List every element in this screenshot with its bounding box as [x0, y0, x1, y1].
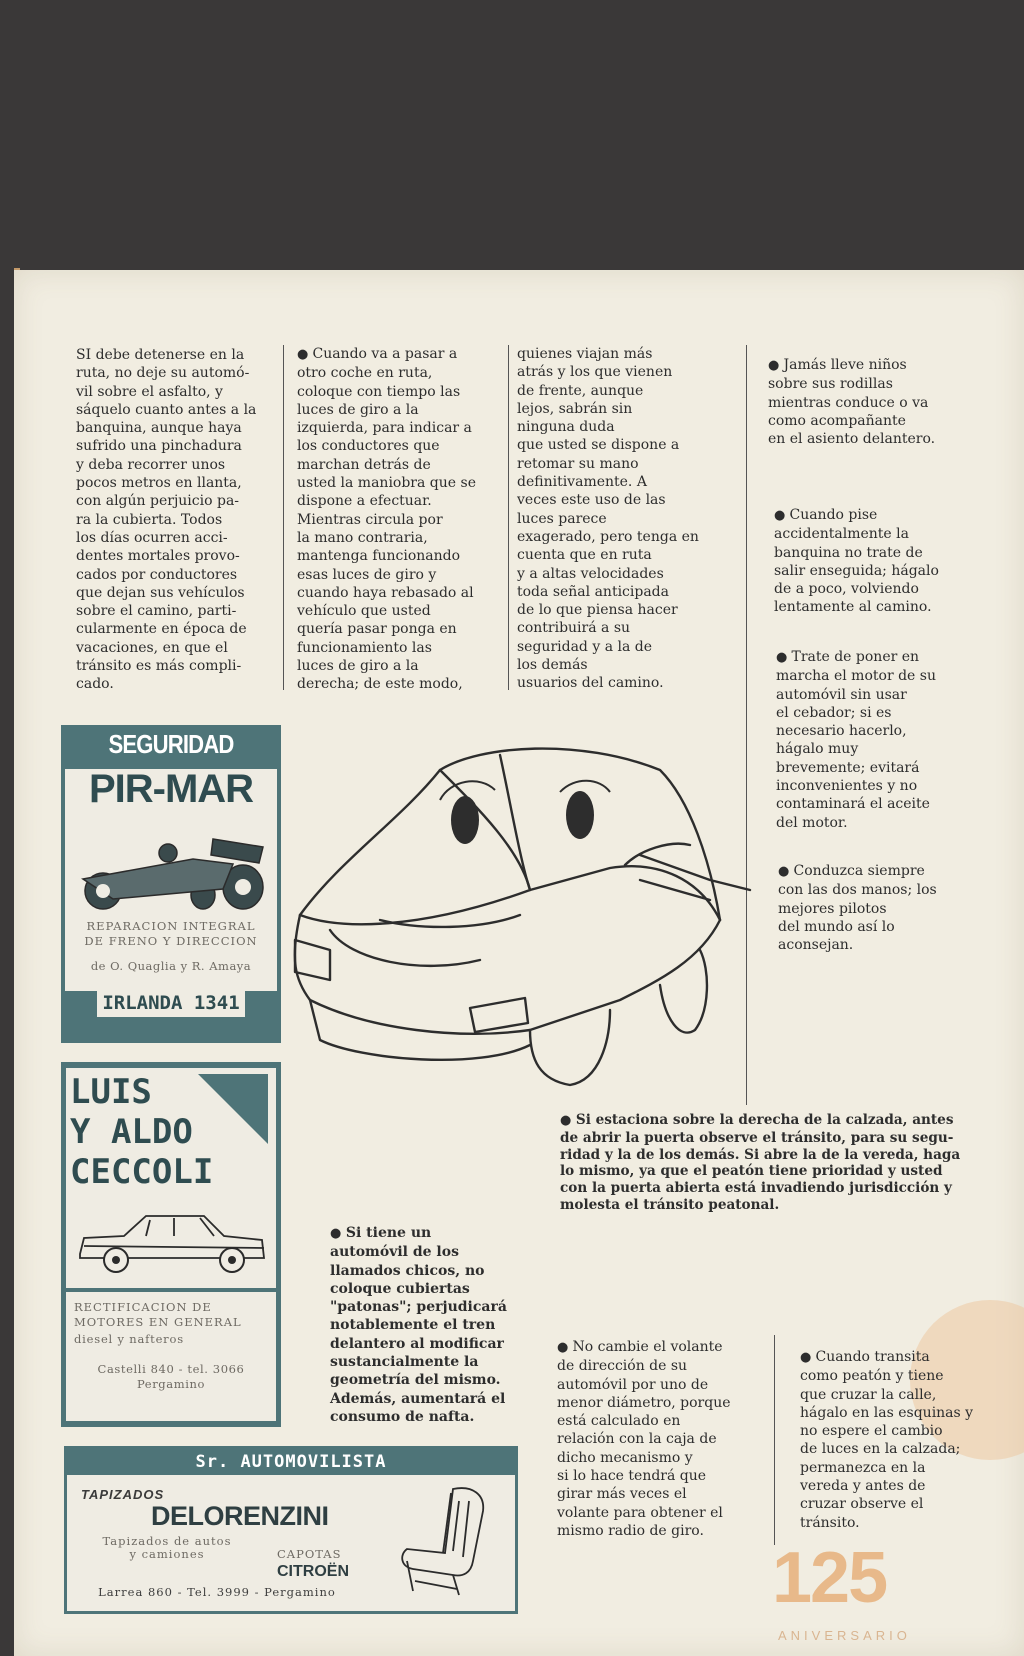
tip-wheel: ● No cambie el volante de dirección de su automóvil por uno de menor diámetro, porque está calculado en relación con la caja de dicho mecanismo y si lo hace tendrá que girar más veces el volante para obtener el mismo radio de giro. — [557, 1338, 757, 1540]
ad-delorenzini — [64, 1446, 518, 1614]
ad-delorenzini-kicker: TAPIZADOS — [81, 1487, 165, 1502]
sedan-car-icon — [74, 1206, 269, 1278]
ad-pirmar-header: SEGURIDAD — [108, 729, 234, 759]
ad-pirmar-brand: PIR-MAR — [88, 767, 254, 811]
ad-ceccoli-address: Castelli 840 - tel. 3066 Pergamino — [97, 1362, 245, 1391]
ad-delorenzini-subtitle: Tapizados de autos y camiones — [102, 1534, 232, 1561]
ad-ceccoli — [61, 1062, 281, 1427]
tip-children: ● Jamás lleve niños sobre sus rodillas mientras conduce o va como acompañante en el asiento delantero. — [768, 356, 988, 448]
ad-ceccoli-corner — [198, 1074, 268, 1144]
column-3-text: quienes viajan más atrás y los que vienen de frente, aunque lejos, sabrán sin ninguna duda que usted se dispone a retomar su mano definitivamente. A veces este uso de las luces parece exagerado, pero tenga en cuenta que en ruta y a altas velocidades toda señal anticipada de lo que piensa hacer contribuirá a su seguridad y a la de los demás usuarios del camino. — [517, 346, 699, 692]
column-divider — [774, 1335, 775, 1545]
tip-parking: ● Si estaciona sobre la derecha de la calzada, antes de abrir la puerta observe el tránsito, para su segu- ridad y la de los demás. Si abre la de la vereda, haga lo mismo, ya que el peatón tiene prioridad y usted con la puerta abierta está invadiendo jurisdicción y molesta el tránsito peatonal. — [560, 1112, 980, 1214]
badge-word: ANIVERSARIO — [778, 1628, 911, 1643]
column-1-text: SI debe detenerse en la ruta, no deje su automó- vil sobre el asfalto, y sáquelo cuanto antes a la banquina, aunque haya sufrido una pinchadura y deba recorrer unos pocos metros en llanta, con algún perjuicio pa- ra la cubierta. Todos los días ocurren acci- dentes mortales provo- cados por conductores que dejan sus vehículos sobre el camino, parti- cularmente en época de vacaciones, en que el tránsito es más compli- cado. — [76, 347, 257, 693]
race-car-icon — [73, 829, 269, 915]
ad-ceccoli-brand: LUIS Y ALDO CECCOLI — [70, 1072, 214, 1192]
ad-pirmar-service: REPARACION INTEGRAL DE FRENO Y DIRECCION — [84, 919, 258, 948]
ad-delorenzini-capotas: CAPOTAS — [277, 1547, 342, 1561]
car-seat-icon — [393, 1481, 503, 1599]
tip-hands: ● Conduzca siempre con las dos manos; los mejores pilotos del mundo así lo aconsejan. — [778, 862, 998, 954]
ad-pirmar-owners: de O. Quaglia y R. Amaya — [90, 959, 252, 973]
ad-delorenzini-address: Larrea 860 - Tel. 3999 - Pergamino — [98, 1585, 336, 1599]
ad-pirmar — [61, 725, 281, 1043]
ad-pirmar-address: IRLANDA 1341 — [97, 989, 245, 1017]
tip-banquina: ● Cuando pise accidentalmente la banquina no trate de salir enseguida; hágalo de a poco, volviendo lentamente al camino. — [774, 506, 994, 617]
tip-pedestrian: ● Cuando transita como peatón y tiene que cruzar la calle, hágalo en las esquinas y no espere el cambio de luces en la calzada; permanezca en la vereda y antes de cruzar observe el tránsito. — [800, 1348, 1000, 1532]
cartoon-car-illustration — [280, 740, 780, 1100]
badge-number: 125 — [772, 1538, 887, 1618]
ad-delorenzini-make: CITROËN — [277, 1563, 349, 1580]
tip-motor: ● Trate de poner en marcha el motor de su automóvil sin usar el cebador; si es necesario hacerlo, hágalo muy brevemente; evitará inconvenientes y no contaminará el aceite del motor. — [776, 648, 996, 832]
ad-ceccoli-service: RECTIFICACION DE MOTORES EN GENERAL — [74, 1300, 242, 1329]
column-2-text: ● Cuando va a pasar a otro coche en ruta, coloque con tiempo las luces de giro a la izquierda, para indicar a los conductores que marchan detrás de usted la maniobra que se dispone a efectuar. Mientras circula por la mano contraria, mantenga funcionando esas luces de giro y cuando haya rebasado al vehículo que usted quería pasar ponga en funcionamiento las luces de giro a la derecha; de este modo, — [297, 345, 497, 694]
column-divider — [283, 345, 284, 690]
tip-tires: ● Si tiene un automóvil de los llamados chicos, no coloque cubiertas "patonas"; perjudicará notablemente el tren delantero al modificar sustancialmente la geometría del mismo. Además, aumentará el consumo de nafta. — [330, 1224, 525, 1426]
ad-delorenzini-header: Sr. AUTOMOVILISTA — [67, 1449, 515, 1475]
column-divider — [508, 345, 509, 690]
ad-ceccoli-fuel: diesel y nafteros — [74, 1332, 184, 1346]
ad-delorenzini-brand: DELORENZINI — [151, 1501, 329, 1531]
